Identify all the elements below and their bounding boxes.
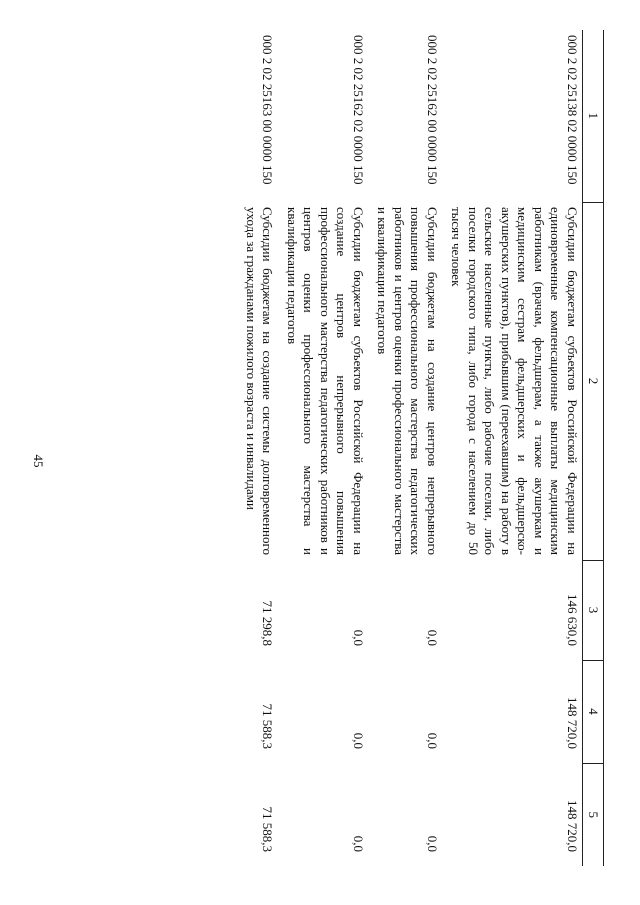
row-value-col5: 0,0 [425,835,440,852]
page-number: 45 [31,454,46,468]
row-value-col5: 148 720,0 [565,800,580,852]
column-header-4: 4 [583,660,604,763]
row-description: Субсидии бюджетам на создание центров непрерывного повышения профессионального мастерства педагогических работников и центров оценки профессионального мастерства и квалификации педагогов [375,207,440,555]
table-body [237,30,583,866]
row-value-col5: 0,0 [351,835,366,852]
row-value-col3: 0,0 [351,629,366,646]
row-code: 000 2 02 25138 02 0000 150 [565,35,580,185]
row-description: Субсидии бюджетам на создание системы долговременного ухода за гражданами пожилого возраста и инвалидами [244,207,276,555]
column-header-1: 1 [583,30,604,202]
row-value-col4: 0,0 [351,732,366,749]
row-code: 000 2 02 25163 00 0000 150 [260,35,276,185]
row-description: Субсидии бюджетам субъектов Российской Федерации на создание центров непрерывного повышения профессионального мастерства педагогических работников и центров оценки профессионального мастерства и квалификации педагогов [285,207,366,555]
header-row [583,30,604,866]
row-value-col5: 71 588,3 [260,806,276,852]
table-row [442,30,583,866]
row-value-col4: 71 588,3 [260,703,276,749]
row-value-col3: 146 630,0 [565,594,580,646]
row-description: Субсидии бюджетам субъектов Российской Федерации на единовременные компенсационные выплаты медицинским работникам (врачам, фельдшерам, а также акушеркам и медицинским сестрам фельдшерских и фельдшерско-акушерских пунктов), прибывшим (переехавшим) на работу в сельские населенные пункты, либо рабочие поселки, либо поселки городского типа, либо города с населением до 50 тысяч человек [449,207,580,555]
rotated-page-content [108,30,604,866]
table-header [583,30,604,866]
table-row [368,30,442,866]
budget-table [237,30,605,866]
column-header-2: 2 [583,202,604,560]
row-code: 000 2 02 25162 00 0000 150 [425,35,440,185]
table-row [278,30,369,866]
column-header-5: 5 [583,763,604,866]
row-value-col3: 0,0 [425,629,440,646]
row-value-col4: 0,0 [425,732,440,749]
column-header-3: 3 [583,560,604,660]
row-value-col4: 148 720,0 [565,697,580,749]
row-value-col3: 71 298,8 [260,600,276,646]
table-row [237,30,278,866]
row-code: 000 2 02 25162 02 0000 150 [351,35,366,185]
